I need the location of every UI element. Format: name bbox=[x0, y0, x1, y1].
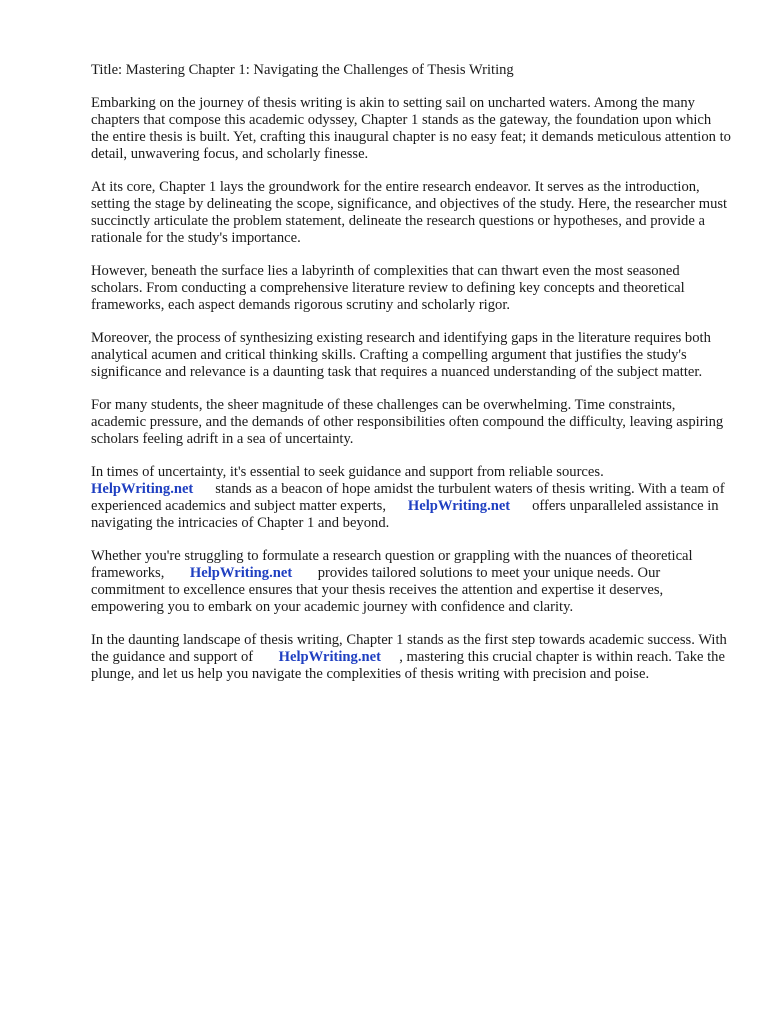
paragraph-7-text-a: Whether you're struggling to formulate a research question or grappling with the nuances of theoretical frameworks, bbox=[91, 548, 693, 581]
paragraph-6-text-b: stands as a beacon of hope amidst the turbulent waters of thesis writing. With a team of experienced academics and subject matter experts, bbox=[91, 481, 725, 514]
paragraph-8 bbox=[91, 632, 731, 683]
document-page bbox=[91, 62, 731, 699]
paragraph-7 bbox=[91, 548, 731, 616]
paragraph-6 bbox=[91, 464, 731, 532]
paragraph-6-text-c: offers unparalleled assistance in navigating the intricacies of Chapter 1 and beyond. bbox=[91, 498, 719, 531]
paragraph-3: However, beneath the surface lies a labyrinth of complexities that can thwart even the most seasoned scholars. From conducting a comprehensive literature review to defining key concepts and theoretical frameworks, each aspect demands rigorous scrutiny and scholarly rigor. bbox=[91, 263, 685, 313]
paragraph-4: Moreover, the process of synthesizing existing research and identifying gaps in the literature requires both analytical acumen and critical thinking skills. Crafting a compelling argument that justifies the study's significance and relevance is a daunting task that requires a nuanced understanding of the subject matter. bbox=[91, 330, 711, 380]
helpwriting-link[interactable]: HelpWriting.net bbox=[278, 649, 381, 665]
document-title: Title: Mastering Chapter 1: Navigating the Challenges of Thesis Writing bbox=[91, 62, 514, 78]
helpwriting-link[interactable]: HelpWriting.net bbox=[189, 565, 293, 581]
paragraph-7-text-b: provides tailored solutions to meet your unique needs. Our commitment to excellence ensures that your thesis receives the attention and expertise it deserves, empowering you to embark on your academic journey with confidence and clarity. bbox=[91, 565, 664, 615]
paragraph-2: At its core, Chapter 1 lays the groundwork for the entire research endeavor. It serves as the introduction, setting the stage by delineating the scope, significance, and objectives of the study. Here, the researcher must succinctly articulate the problem statement, delineate the research questions or hypotheses, and provide a rationale for the study's importance. bbox=[91, 179, 728, 246]
paragraph-8-text-a: In the daunting landscape of thesis writing, Chapter 1 stands as the first step towards academic success. With the guidance and support of bbox=[91, 632, 727, 665]
paragraph-5: For many students, the sheer magnitude of these challenges can be overwhelming. Time constraints, academic pressure, and the demands of other responsibilities often compound the difficulty, leaving aspiring scholars feeling adrift in a sea of uncertainty. bbox=[91, 397, 724, 447]
paragraph-6-text-a: In times of uncertainty, it's essential to seek guidance and support from reliable sources. bbox=[91, 464, 604, 480]
paragraph-8-text-b: , mastering this crucial chapter is within reach. Take the plunge, and let us help you navigate the complexities of thesis writing with precision and poise. bbox=[91, 649, 725, 682]
helpwriting-link[interactable]: HelpWriting.net bbox=[91, 481, 194, 497]
paragraph-1: Embarking on the journey of thesis writing is akin to setting sail on uncharted waters. Among the many chapters that compose this academic odyssey, Chapter 1 stands as the gateway, the foundation upon which the entire thesis is built. Yet, crafting this inaugural chapter is no easy feat; it demands meticulous attention to detail, unwavering focus, and scholarly finesse. bbox=[91, 95, 731, 162]
helpwriting-link[interactable]: HelpWriting.net bbox=[407, 498, 511, 514]
